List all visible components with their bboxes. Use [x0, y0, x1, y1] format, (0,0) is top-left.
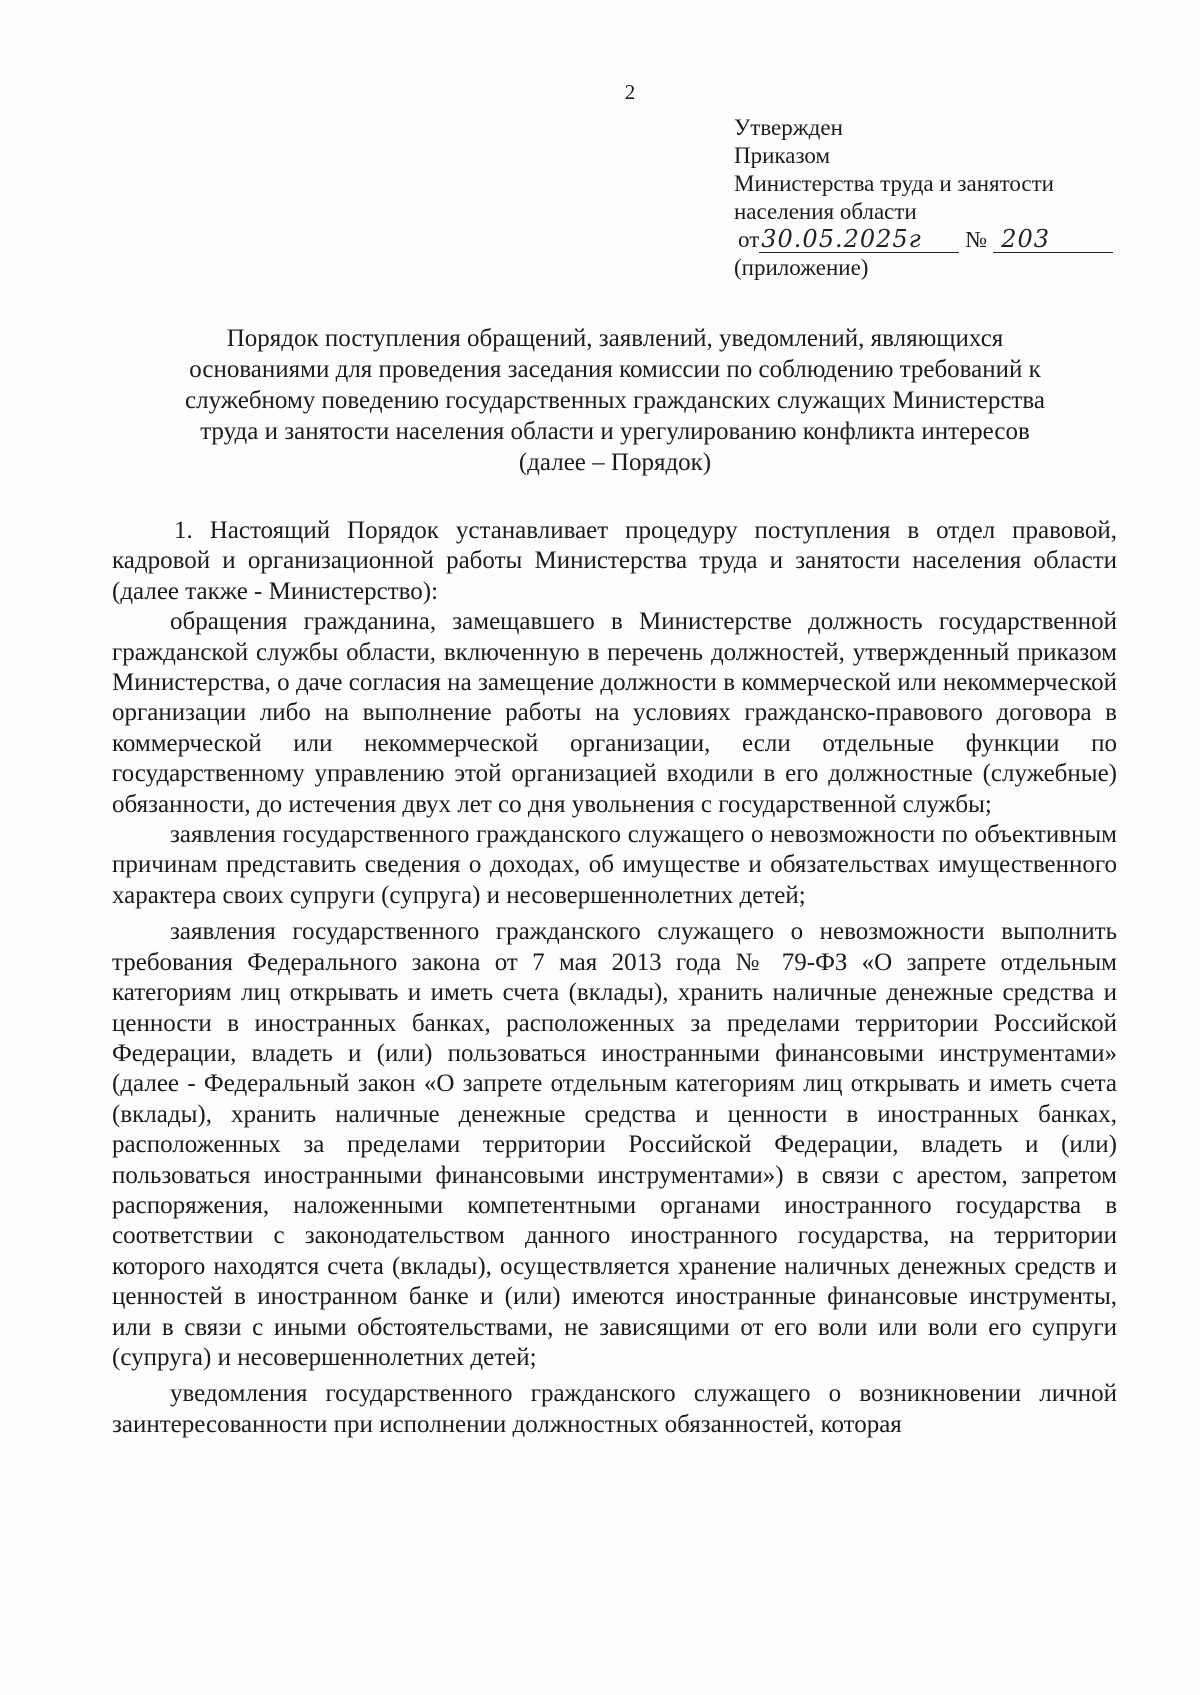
- approval-block: [734, 114, 1114, 282]
- number-sign: №: [965, 227, 988, 252]
- paragraph-conflict-notice: уведомления государственного гражданского служащего о возникновении личной заинтересованности при исполнении должностных обязанностей, которая: [112, 1380, 1117, 1438]
- paragraph-income-statement: заявления государственного гражданского служащего о невозможности по объективным причинам представить сведения о доходах, об имуществе и обязательствах имущественного характера своих супруги (супруга) и несовершеннолетних детей;: [112, 821, 1117, 909]
- document-body: [112, 516, 1117, 1440]
- paragraph-appeals: обращения гражданина, замещавшего в Министерстве должность государственной гражданской службы области, включенную в перечень должностей, утвержденный приказом Министерства, о даче согласия на замещение должности в коммерческой или некоммерческой организации либо на выполнение работы на условиях гражданско-правового договора в коммерческой или некоммерческой организации, если отдельные функции по государственному управлению этой организацией входили в его должностные (служебные) обязанности, до истечения двух лет со дня увольнения с государственной службы;: [112, 608, 1117, 818]
- paragraph-1: 1. Настоящий Порядок устанавливает процедуру поступления в отдел правовой, кадровой и организационной работы Министерства труда и занятости населения области (далее также - Министерство):: [112, 517, 1117, 605]
- handwritten-date: 30.05.2025г: [759, 226, 959, 253]
- document-title: [120, 323, 1110, 478]
- paragraph-foreign-accounts: заявления государственного гражданского служащего о невозможности выполнить требования Федерального закона от 7 мая 2013 года № 79-ФЗ «О запрете отдельным категориям лиц открывать и иметь счета (вклады), хранить наличные денежные средства и ценности в иностранных банках, расположенных за пределами территории Российской Федерации, владеть и (или) пользоваться иностранными финансовыми инструментами» (далее - Федеральный закон «О запрете отдельным категориям лиц открывать и иметь счета (вклады), хранить наличные денежные средства и ценности в иностранных банках, расположенных за пределами территории Российской Федерации, владеть и (или) пользоваться иностранными финансовыми инструментами») в связи с арестом, запретом распоряжения, наложенными компетентными органами иностранного государства в соответствии с законодательством данного иностранного государства, на территории которого находятся счета (вклады), осуществляется хранение наличных денежных средств и ценностей в иностранном банке и (или) имеются иностранные финансовые инструменты, или в связи с иными обстоятельствами, не зависящими от его воли или воли его супруги (супруга) и несовершеннолетних детей;: [112, 918, 1117, 1371]
- approval-line-approved: Утвержден: [734, 115, 843, 140]
- handwritten-order-number: 203: [993, 226, 1113, 253]
- approval-line-order: Приказом: [734, 143, 831, 168]
- title-line: основаниями для проведения заседания комиссии по соблюдению требований к: [189, 356, 1041, 383]
- title-line: (далее – Порядок): [518, 449, 712, 476]
- title-line: Порядок поступления обращений, заявлений, уведомлений, являющихся: [226, 325, 1004, 352]
- page-number: 2: [624, 80, 636, 104]
- title-line: труда и занятости населения области и урегулированию конфликта интересов: [200, 418, 1030, 445]
- approval-line-region: населения области: [734, 199, 917, 224]
- approval-line-ministry: Министерства труда и занятости: [734, 171, 1054, 196]
- title-line: служебному поведению государственных гражданских служащих Министерства: [185, 387, 1045, 414]
- date-prefix: от: [738, 227, 760, 252]
- approval-line-appendix: (приложение): [734, 255, 869, 280]
- approval-order-date-number: [734, 226, 1114, 254]
